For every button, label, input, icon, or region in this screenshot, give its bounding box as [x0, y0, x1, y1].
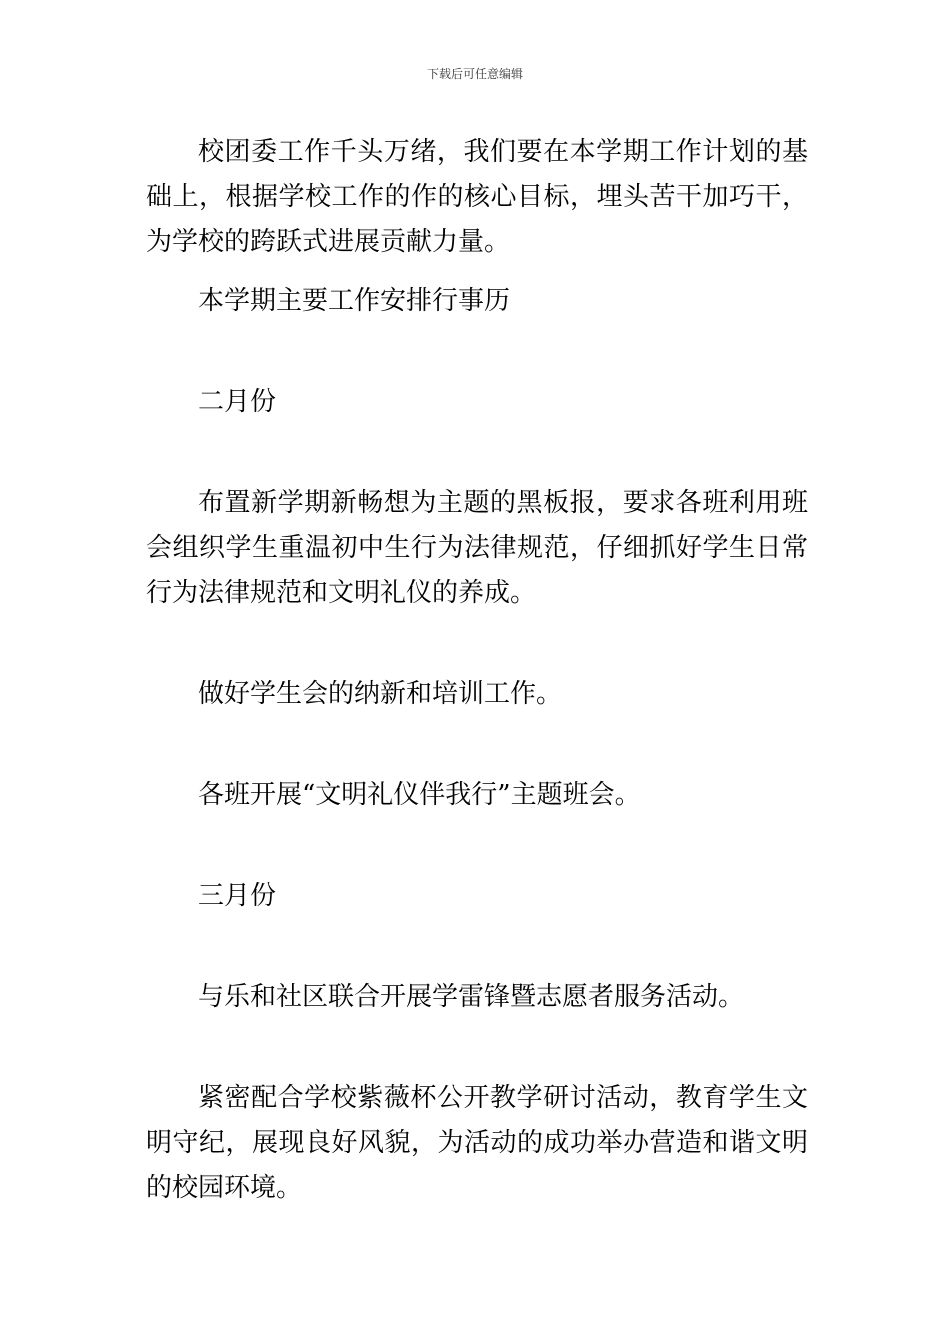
heading-february: 二月份 — [198, 387, 277, 417]
paragraph-class-meeting: 各班开展“文明礼仪伴我行”主题班会。 — [198, 780, 641, 810]
document-body — [146, 130, 808, 1211]
paragraph-schedule-title: 本学期主要工作安排行事历 — [198, 286, 511, 316]
paragraph-student-union: 做好学生会的纳新和培训工作。 — [198, 679, 563, 709]
paragraph-volunteer: 与乐和社区联合开展学雷锋暨志愿者服务活动。 — [198, 982, 745, 1012]
paragraph-teaching-event: 紧密配合学校紫薇杯公开教学研讨活动，教育学生文明守纪，展现良好风貌，为活动的成功举办营造和谐文明的校园环境。 — [146, 1083, 808, 1203]
paragraph-intro: 校团委工作千头万绪，我们要在本学期工作计划的基础上，根据学校工作的作的核心目标，埋头苦干加巧干，为学校的跨跃式进展贡献力量。 — [146, 137, 808, 257]
page-header: 下载后可任意编辑 — [426, 67, 523, 81]
paragraph-blackboard: 布置新学期新畅想为主题的黑板报，要求各班利用班会组织学生重温初中生行为法律规范，仔细抓好学生日常行为法律规范和文明礼仪的养成。 — [146, 488, 808, 608]
heading-march: 三月份 — [198, 881, 277, 911]
